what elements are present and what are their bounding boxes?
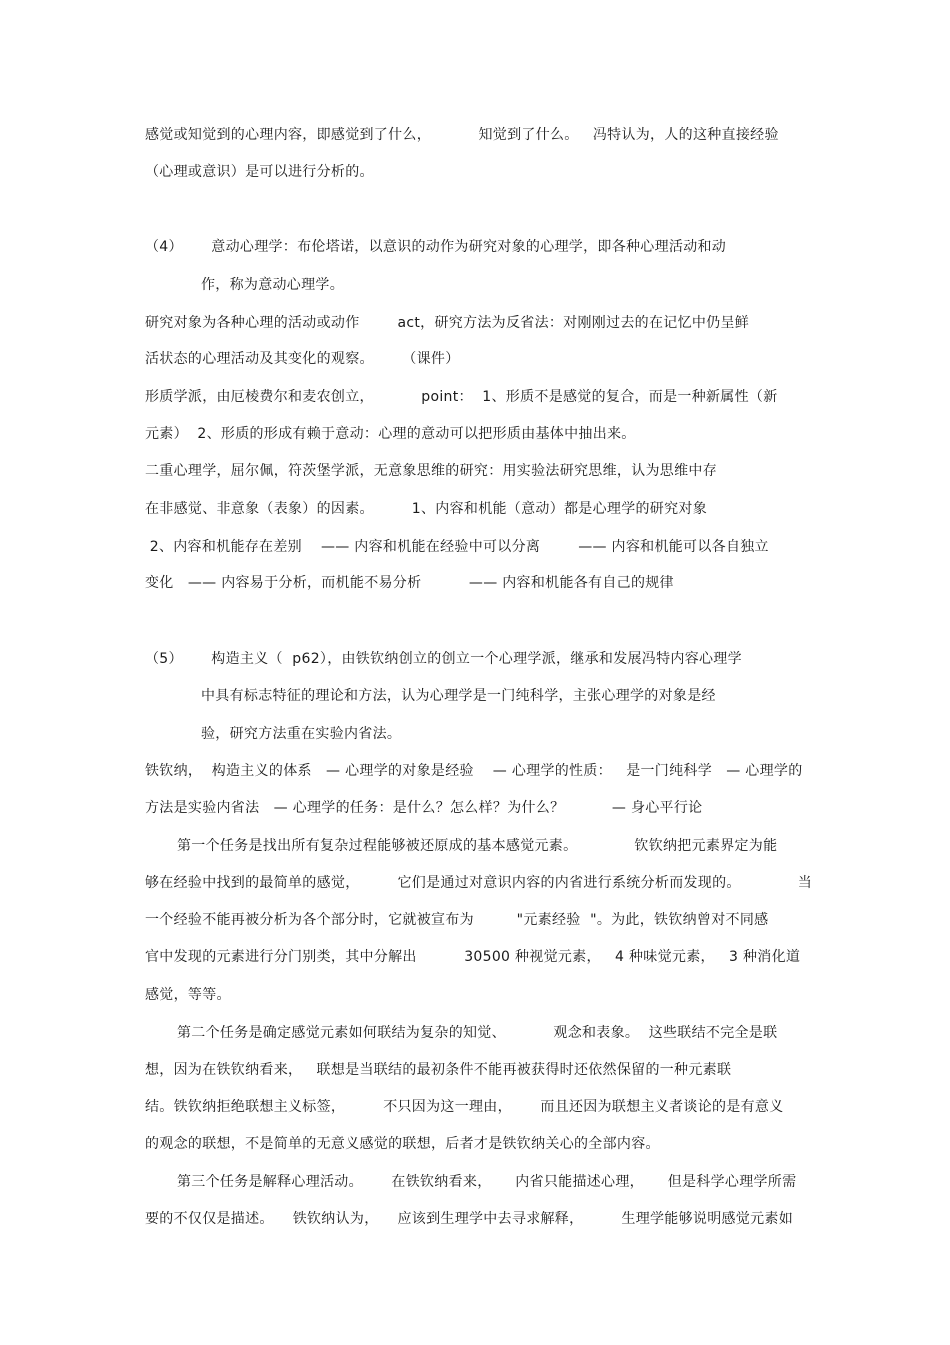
text-line: 活状态的心理活动及其变化的观察。 （课件） <box>145 351 460 367</box>
text-line: 感觉或知觉到的心理内容，即感觉到了什么， 知觉到了什么。 冯特认为，人的这种直接经验 <box>145 127 779 143</box>
text-line: 想，因为在铁钦纳看来， 联想是当联结的最初条件不能再被获得时还依然保留的一种元素联 <box>145 1062 732 1078</box>
text-line: 元素） 2、形质的形成有赖于意动：心理的意动可以把形质由基体中抽出来。 <box>145 426 636 442</box>
text-line: 作，称为意动心理学。 <box>201 277 344 293</box>
text-line: 变化 —— 内容易于分析，而机能不易分析 —— 内容和机能各有自己的规律 <box>145 575 674 591</box>
text-line: 2、内容和机能存在差别 —— 内容和机能在经验中可以分离 —— 内容和机能可以各自独立 <box>145 539 769 555</box>
text-line: 第三个任务是解释心理活动。 在铁钦纳看来， 内省只能描述心理， 但是科学心理学所需 <box>177 1174 797 1190</box>
text-line: 第二个任务是确定感觉元素如何联结为复杂的知觉、 观念和表象。 这些联结不完全是联 <box>177 1025 778 1041</box>
text-line: （5） 构造主义（ p62），由铁钦纳创立的创立一个心理学派，继承和发展冯特内容心理学 <box>145 651 742 667</box>
text-line: 要的不仅仅是描述。 铁钦纳认为， 应该到生理学中去寻求解释， 生理学能够说明感觉元素如 <box>145 1211 793 1227</box>
text-line: 方法是实验内省法 — 心理学的任务：是什么？怎么样？为什么？ — 身心平行论 <box>145 800 703 816</box>
text-line: 一个经验不能再被分析为各个部分时，它就被宣布为 "元素经验 "。为此，铁钦纳曾对不同感 <box>145 912 769 928</box>
text-line: 研究对象为各种心理的活动或动作 act，研究方法为反省法：对刚刚过去的在记忆中仍呈鲜 <box>145 315 750 331</box>
text-line: （4） 意动心理学：布伦塔诺，以意识的动作为研究对象的心理学，即各种心理活动和动 <box>145 239 727 255</box>
text-line: 第一个任务是找出所有复杂过程能够被还原成的基本感觉元素。 钦钦纳把元素界定为能 <box>177 838 778 854</box>
text-line: 够在经验中找到的最简单的感觉， 它们是通过对意识内容的内省进行系统分析而发现的。 当 <box>145 875 813 891</box>
text-line: （心理或意识）是可以进行分析的。 <box>145 164 374 180</box>
text-line: 在非感觉、非意象（表象）的因素。 1、内容和机能（意动）都是心理学的研究对象 <box>145 501 708 517</box>
text-line: 感觉，等等。 <box>145 987 231 1003</box>
text-line: 官中发现的元素进行分门别类，其中分解出 30500 种视觉元素， 4 种味觉元素， 3 种消化道 <box>145 949 801 965</box>
text-line: 形质学派，由厄棱费尔和麦农创立， point： 1、形质不是感觉的复合，而是一种新属性（新 <box>145 389 778 405</box>
text-line: 结。铁钦纳拒绝联想主义标签， 不只因为这一理由， 而且还因为联想主义者谈论的是有意义 <box>145 1099 784 1115</box>
text-line: 铁钦纳， 构造主义的体系 — 心理学的对象是经验 — 心理学的性质： 是一门纯科学 — 心理学的 <box>145 763 803 779</box>
text-line: 验，研究方法重在实验内省法。 <box>201 726 402 742</box>
text-line: 的观念的联想，不是简单的无意义感觉的联想，后者才是铁钦纳关心的全部内容。 <box>145 1136 660 1152</box>
text-line: 二重心理学，屈尔佩，符茨堡学派，无意象思维的研究：用实验法研究思维，认为思维中存 <box>145 463 717 479</box>
text-line: 中具有标志特征的理论和方法，认为心理学是一门纯科学，主张心理学的对象是经 <box>201 688 716 704</box>
